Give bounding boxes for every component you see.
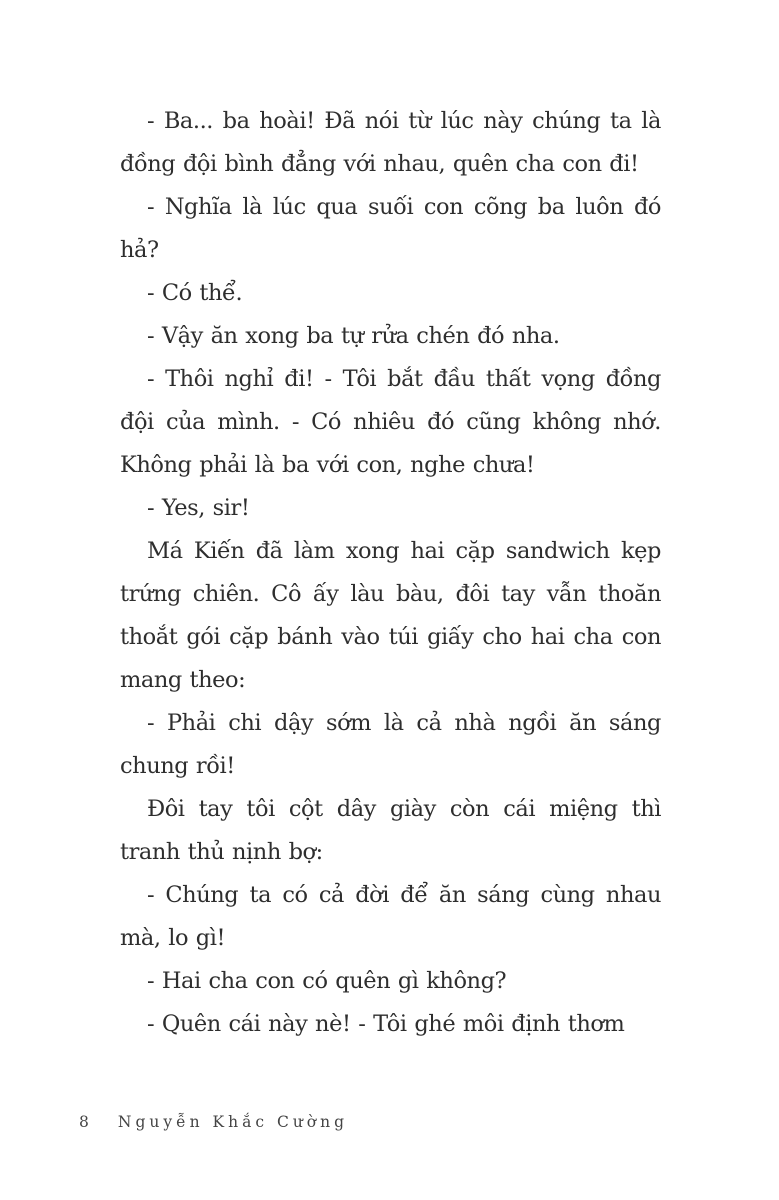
paragraph-7: Má Kiến đã làm xong hai cặp sandwich kẹp trứng chiên. Cô ấy làu bàu, đôi tay vẫn thoăn thoắt gói cặp bánh vào túi giấy cho hai cha con mang theo: xyxy=(120,538,661,693)
paragraph-12: - Quên cái này nè! - Tôi ghé môi định thơm xyxy=(147,1011,625,1037)
page-footer xyxy=(79,1113,348,1131)
author-name: Nguyễn Khắc Cường xyxy=(117,1113,349,1131)
page-body-text xyxy=(120,100,661,1046)
paragraph-11: - Hai cha con có quên gì không? xyxy=(147,968,507,994)
paragraph-8: - Phải chi dậy sớm là cả nhà ngồi ăn sáng chung rồi! xyxy=(120,710,661,779)
paragraph-9: Đôi tay tôi cột dây giày còn cái miệng thì tranh thủ nịnh bợ: xyxy=(120,796,661,865)
paragraph-3: - Có thể. xyxy=(147,280,243,306)
paragraph-1: - Ba... ba hoài! Đã nói từ lúc này chúng ta là đồng đội bình đẳng với nhau, quên cha con đi! xyxy=(120,108,661,177)
page-number: 8 xyxy=(79,1113,90,1131)
paragraph-2: - Nghĩa là lúc qua suối con cõng ba luôn đó hả? xyxy=(120,194,661,263)
paragraph-4: - Vậy ăn xong ba tự rửa chén đó nha. xyxy=(147,323,560,349)
paragraph-6: - Yes, sir! xyxy=(147,495,250,521)
paragraph-5: - Thôi nghỉ đi! - Tôi bắt đầu thất vọng đồng đội của mình. - Có nhiêu đó cũng không nhớ. Không phải là ba với con, nghe chưa! xyxy=(120,366,661,478)
paragraph-10: - Chúng ta có cả đời để ăn sáng cùng nhau mà, lo gì! xyxy=(120,882,661,951)
